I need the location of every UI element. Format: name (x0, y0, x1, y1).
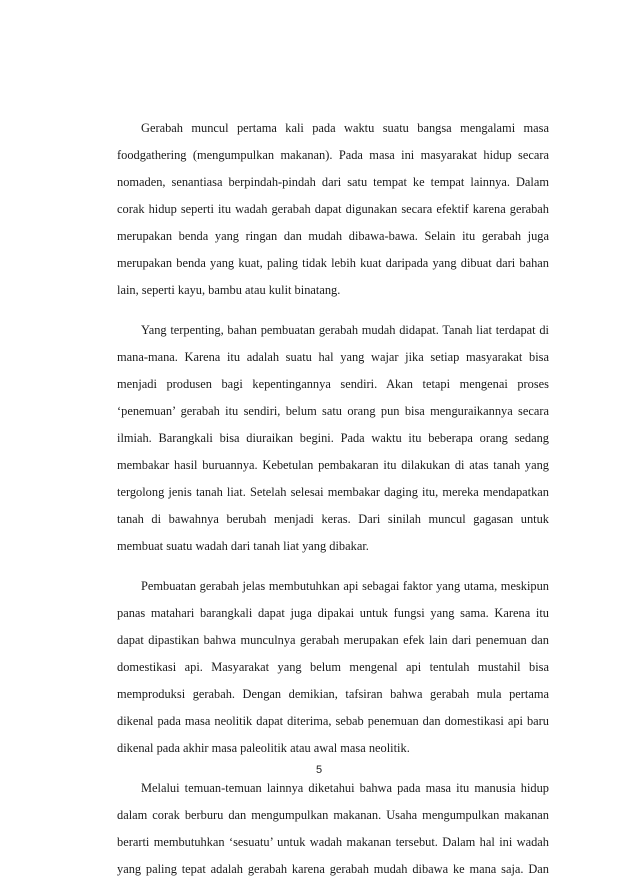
text-line: tanah di bawahnya berubah menjadi keras. Dari sinilah muncul gagasan untuk (117, 512, 549, 526)
text-line: mana-mana. Karena itu adalah suatu hal yang wajar jika setiap masyarakat bisa (117, 350, 549, 364)
text-line: dapat dipastikan bahwa munculnya gerabah merupakan efek lain dari penemuan dan (117, 633, 549, 647)
text-line: nomaden, senantiasa berpindah-pindah dari satu tempat ke tempat lainnya. Dalam (117, 175, 549, 189)
text-line: yang paling tepat adalah gerabah karena gerabah mudah dibawa ke mana saja. Dan (117, 862, 549, 876)
text-line: corak hidup seperti itu wadah gerabah dapat digunakan secara efektif karena gerabah (117, 202, 549, 216)
paragraph (117, 317, 549, 560)
paragraph (117, 573, 549, 762)
text-line: Gerabah muncul pertama kali pada waktu suatu bangsa mengalami masa (141, 121, 549, 135)
body-text (117, 115, 549, 896)
text-line: dikenal pada akhir masa paleolitik atau awal masa neolitik. (117, 741, 410, 755)
text-line: Yang terpenting, bahan pembuatan gerabah mudah didapat. Tanah liat terdapat di (141, 323, 549, 337)
paragraph (117, 775, 549, 883)
text-line: ‘penemuan’ gerabah itu sendiri, belum satu orang pun bisa menguraikannya secara (117, 404, 549, 418)
text-line: lain, seperti kayu, bambu atau kulit binatang. (117, 283, 341, 297)
text-line: tergolong jenis tanah liat. Setelah selesai membakar daging itu, mereka mendapatkan (117, 485, 549, 499)
text-line: Melalui temuan-temuan lainnya diketahui bahwa pada masa itu manusia hidup (141, 781, 549, 795)
text-line: ilmiah. Barangkali bisa diuraikan begini. Pada waktu itu beberapa orang sedang (117, 431, 549, 445)
paragraph (117, 115, 549, 304)
text-line: merupakan benda yang kuat, paling tidak lebih kuat daripada yang dibuat dari bahan (117, 256, 549, 270)
page-number: 5 (315, 764, 323, 776)
text-line: dikenal pada masa neolitik dapat diterima, sebab penemuan dan domestikasi api baru (117, 714, 549, 728)
text-line: Pembuatan gerabah jelas membutuhkan api sebagai faktor yang utama, meskipun (141, 579, 549, 593)
text-line: memproduksi gerabah. Dengan demikian, tafsiran bahwa gerabah mula pertama (117, 687, 549, 701)
text-line: menjadi produsen bagi kepentingannya sendiri. Akan tetapi mengenai proses (117, 377, 549, 391)
text-line: merupakan benda yang ringan dan mudah dibawa-bawa. Selain itu gerabah juga (117, 229, 549, 243)
text-line: domestikasi api. Masyarakat yang belum mengenal api tentulah mustahil bisa (117, 660, 549, 674)
text-line: membuat suatu wadah dari tanah liat yang dibakar. (117, 539, 369, 553)
text-line: membakar hasil buruannya. Kebetulan pembakaran itu dilakukan di atas tanah yang (117, 458, 549, 472)
text-line: foodgathering (mengumpulkan makanan). Pada masa ini masyarakat hidup secara (117, 148, 549, 162)
text-line: berarti membutuhkan ‘sesuatu’ untuk wadah makanan tersebut. Dalam hal ini wadah (117, 835, 549, 849)
text-line: dalam corak berburu dan mengumpulkan makanan. Usaha mengumpulkan makanan (117, 808, 549, 822)
text-line: panas matahari barangkali dapat juga dipakai untuk fungsi yang sama. Karena itu (117, 606, 549, 620)
